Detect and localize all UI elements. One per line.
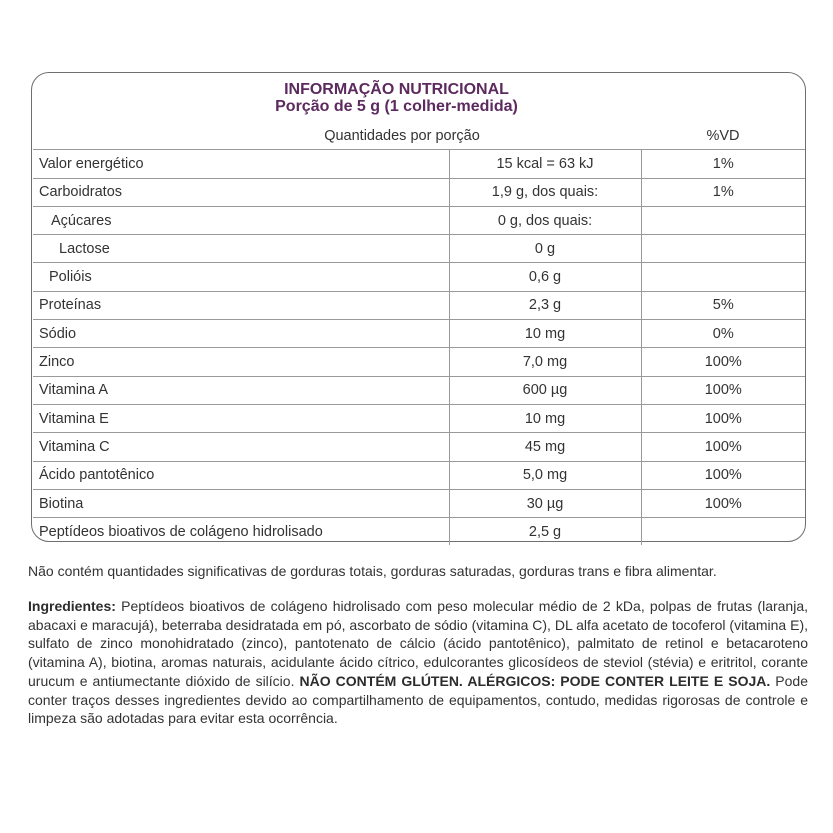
nutrient-qty: 5,0 mg xyxy=(449,461,641,489)
nutrition-footnote: Não contém quantidades significativas de gorduras totais, gorduras saturadas, gorduras trans e fibra alimentar. xyxy=(28,563,717,579)
nutrition-title: INFORMAÇÃO NUTRICIONAL xyxy=(284,81,509,98)
nutrient-qty: 30 µg xyxy=(449,489,641,517)
table-row xyxy=(33,291,805,319)
table-row xyxy=(33,461,805,489)
header-vd: %VD xyxy=(706,127,740,144)
nutrient-qty: 7,0 mg xyxy=(449,348,641,376)
nutrient-name: Polióis xyxy=(49,269,92,286)
ingredients-label: Ingredientes: xyxy=(28,598,116,614)
table-row xyxy=(33,404,805,432)
nutrient-name: Sódio xyxy=(39,325,77,342)
table-header-row xyxy=(33,122,805,150)
portion-subtitle: Porção de 5 g (1 colher-medida) xyxy=(275,98,518,115)
nutrient-vd xyxy=(641,206,805,234)
nutrient-name: Proteínas xyxy=(39,297,102,314)
nutrient-name: Vitamina A xyxy=(39,382,109,399)
ingredients-tail: Pode conter traços desses ingredientes devido ao compartilhamento de equipamentos, contudo, medidas rigorosas de controle e limpeza são adotadas para evitar esta ocorrência. xyxy=(28,672,808,727)
nutrient-qty: 0,6 g xyxy=(449,263,641,291)
table-row xyxy=(33,320,805,348)
table-row xyxy=(33,263,805,291)
nutrient-vd xyxy=(641,263,805,291)
table-row xyxy=(33,348,805,376)
nutrient-vd: 100% xyxy=(704,382,742,399)
nutrient-name: Vitamina E xyxy=(39,410,109,427)
nutrient-qty: 600 µg xyxy=(449,376,641,404)
table-row xyxy=(33,235,805,263)
nutrient-name: Peptídeos bioativos de colágeno hidrolisado xyxy=(39,523,323,540)
nutrient-qty: 0 g xyxy=(449,235,641,263)
nutrient-name: Zinco xyxy=(39,354,75,371)
table-row xyxy=(33,150,805,178)
nutrient-name: Ácido pantotênico xyxy=(39,467,155,484)
nutrient-name: Valor energético xyxy=(39,155,144,172)
nutrient-qty: 15 kcal = 63 kJ xyxy=(449,150,641,178)
nutrient-vd: 100% xyxy=(704,438,742,455)
table-row xyxy=(33,178,805,206)
ingredients-text: Peptídeos bioativos de colágeno hidrolisado com peso molecular médio de 2 kDa, polpas de frutas (laranja, abacaxi e maracujá), beterraba desidratada em pó, ascorbato de sódio (vitamina C), DL alfa acetato de tocoferol (vitamina E), sulfato de zinco monohidratado (zinco), pantotenato de cálcio (ácido pantotênico), palmitato de retinol e betacaroteno (vitamina A), biotina, aromas naturais, acidulante ácido cítrico, edulcorantes glicosídeos de steviol (stévia) e eritritol, corante urucum e antiumectante dióxido de silício. xyxy=(28,598,808,689)
nutrient-vd xyxy=(641,235,805,263)
allergen-warning: NÃO CONTÉM GLÚTEN. ALÉRGICOS: PODE CONTER LEITE E SOJA. xyxy=(299,672,771,689)
nutrient-name: Carboidratos xyxy=(39,184,123,201)
table-row xyxy=(33,206,805,234)
table-row xyxy=(33,489,805,517)
nutrient-vd: 100% xyxy=(704,354,742,371)
nutrient-name: Vitamina C xyxy=(39,438,110,455)
nutrient-vd: 0% xyxy=(712,325,734,342)
nutrient-qty: 2,3 g xyxy=(449,291,641,319)
table-row xyxy=(33,518,805,546)
nutrient-name: Açúcares xyxy=(51,212,112,229)
nutrient-vd xyxy=(641,518,805,546)
nutrient-qty: 2,5 g xyxy=(449,518,641,546)
nutrient-vd: 1% xyxy=(712,184,734,201)
ingredients-paragraph xyxy=(28,597,808,728)
nutrition-table xyxy=(33,122,805,545)
nutrient-qty: 10 mg xyxy=(449,320,641,348)
nutrient-name: Biotina xyxy=(39,495,84,512)
table-row xyxy=(33,376,805,404)
nutrient-vd: 100% xyxy=(704,495,742,512)
nutrient-vd: 100% xyxy=(704,410,742,427)
nutrient-qty: 1,9 g, dos quais: xyxy=(449,178,641,206)
nutrient-qty: 10 mg xyxy=(449,404,641,432)
table-row xyxy=(33,433,805,461)
header-quantities: Quantidades por porção xyxy=(324,127,480,144)
nutrient-vd: 100% xyxy=(704,467,742,484)
nutrient-vd: 5% xyxy=(712,297,734,314)
nutrient-qty: 45 mg xyxy=(449,433,641,461)
nutrient-vd: 1% xyxy=(712,155,734,172)
nutrient-name: Lactose xyxy=(59,240,110,257)
nutrient-qty: 0 g, dos quais: xyxy=(449,206,641,234)
